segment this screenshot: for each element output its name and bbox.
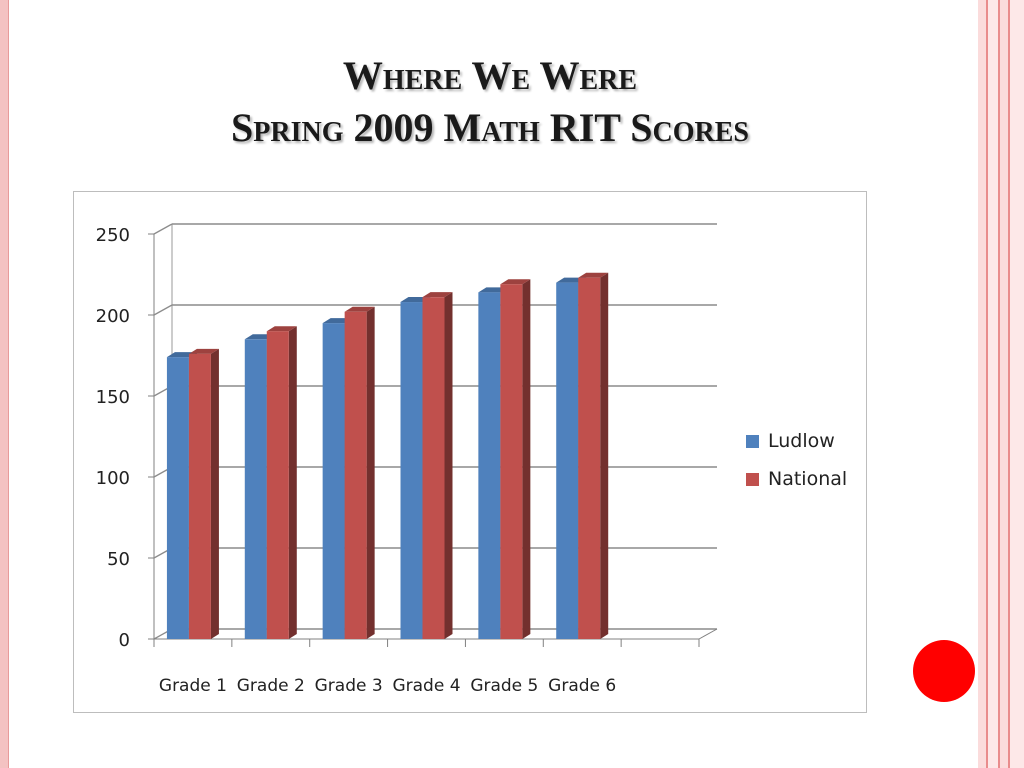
bar-side-national-4	[445, 292, 453, 639]
x-category-label: Grade 2	[236, 676, 305, 696]
title-line-1: Where We Were	[342, 53, 638, 98]
bar-ludlow-2	[245, 339, 267, 639]
bar-national-2	[267, 331, 289, 639]
floor-right-edge	[699, 629, 717, 639]
bar-national-3	[345, 312, 367, 639]
legend-item-ludlow	[746, 422, 847, 460]
bar-national-4	[423, 297, 445, 639]
x-category-label: Grade 1	[158, 676, 227, 696]
title-line-2: Spring 2009 Math RIT Scores	[231, 105, 749, 150]
legend-swatch-national	[746, 473, 759, 486]
y-tick-label: 150	[95, 387, 130, 408]
right-decorative-border	[978, 0, 1024, 768]
slide-title	[60, 50, 920, 154]
grid-diagonal	[154, 224, 172, 234]
bar-side-national-6	[600, 273, 608, 639]
bar-side-national-5	[522, 279, 530, 639]
bar-side-national-2	[289, 326, 297, 639]
grid-diagonal	[154, 305, 172, 315]
y-tick-label: 0	[118, 630, 130, 651]
x-category-label: Grade 6	[548, 676, 617, 696]
legend-label-ludlow: Ludlow	[768, 430, 835, 452]
bar-national-6	[578, 278, 600, 639]
bar-side-national-3	[367, 307, 375, 639]
legend-label-national: National	[768, 468, 848, 490]
bar-national-1	[189, 354, 211, 639]
bar-side-national-1	[211, 349, 219, 639]
y-tick-label: 250	[95, 225, 130, 246]
red-circle-decoration	[913, 640, 975, 702]
bar-ludlow-5	[478, 292, 500, 639]
left-decorative-border	[0, 0, 9, 768]
bar-ludlow-1	[167, 357, 189, 639]
bar-ludlow-3	[323, 323, 345, 639]
chart-legend	[746, 422, 847, 498]
y-tick-label: 100	[95, 468, 130, 489]
y-tick-label: 200	[95, 306, 130, 327]
x-category-label: Grade 4	[392, 676, 461, 696]
x-category-label: Grade 3	[314, 676, 383, 696]
bar-ludlow-6	[556, 283, 578, 639]
bar-ludlow-4	[401, 302, 423, 639]
legend-swatch-ludlow	[746, 435, 759, 448]
x-category-label: Grade 5	[470, 676, 539, 696]
bar-national-5	[500, 284, 522, 639]
legend-item-national	[746, 460, 847, 498]
y-tick-label: 50	[107, 549, 130, 570]
chart-frame	[73, 191, 867, 713]
